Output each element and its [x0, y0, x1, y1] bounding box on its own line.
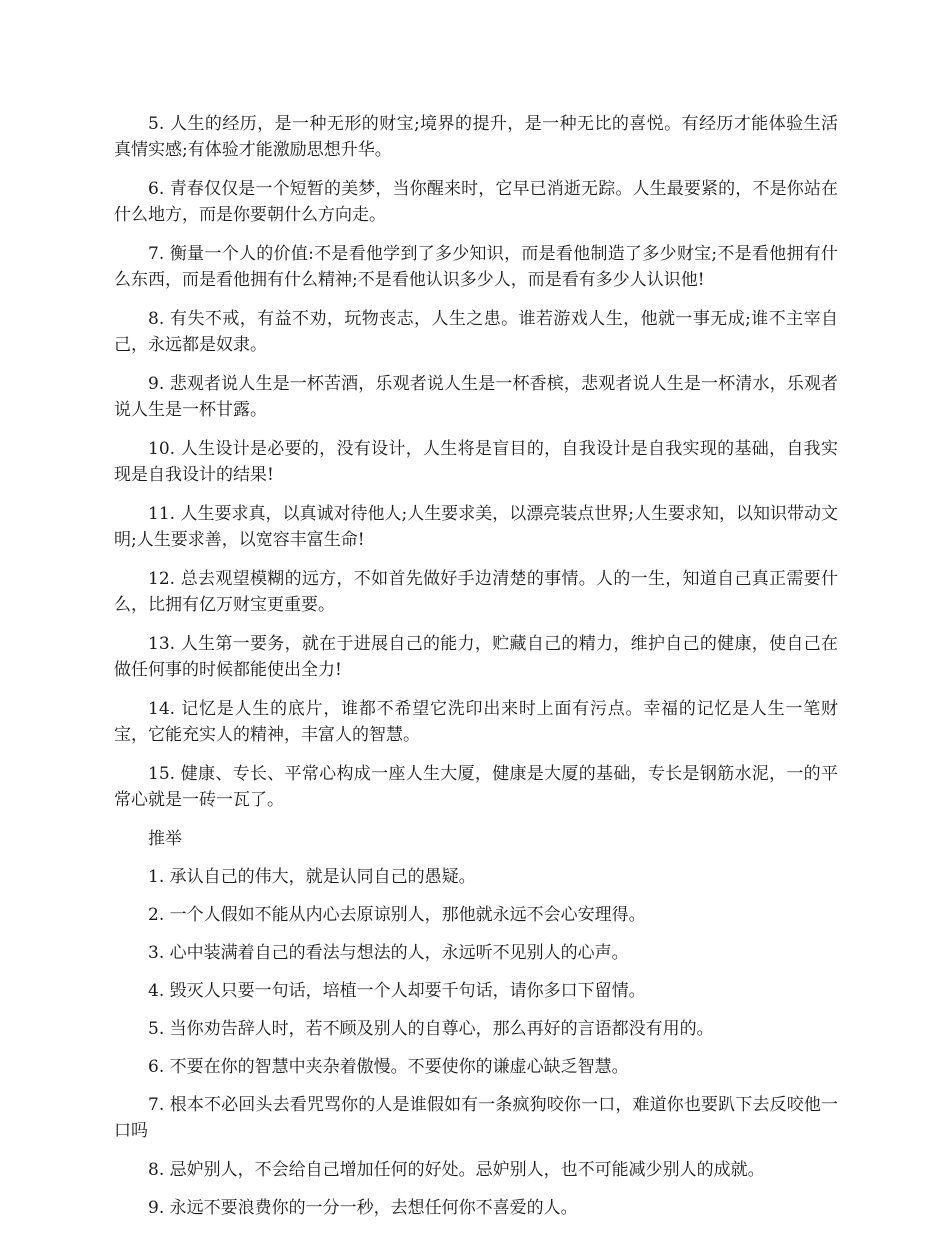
- list-item-1: 1. 承认自己的伟大，就是认同自己的愚疑。: [148, 867, 476, 887]
- paragraph-12: 12. 总去观望模糊的远方，不如首先做好手边清楚的事情。人的一生，知道自己真正需要什么，比拥有亿万财宝更重要。: [114, 569, 838, 615]
- paragraph-15: 15. 健康、专长、平常心构成一座人生大厦，健康是大厦的基础，专长是钢筋水泥，一的平常心就是一砖一瓦了。: [114, 764, 838, 810]
- document-body: [114, 111, 838, 1233]
- paragraph-11: 11. 人生要求真，以真诚对待他人;人生要求美，以漂亮装点世界;人生要求知，以知识带动文明;人生要求善，以宽容丰富生命!: [114, 504, 838, 550]
- list-item-3: 3. 心中装满着自己的看法与想法的人，永远听不见别人的心声。: [148, 943, 629, 963]
- list-item-2: 2. 一个人假如不能从内心去原谅别人，那他就永远不会心安理得。: [148, 905, 646, 925]
- paragraph-6: 6. 青春仅仅是一个短暂的美梦，当你醒来时，它早已消逝无踪。人生最要紧的，不是你站在什么地方，而是你要朝什么方向走。: [114, 179, 838, 225]
- list-item-9: 9. 永远不要浪费你的一分一秒，去想任何你不喜爱的人。: [148, 1198, 578, 1218]
- list-item-8: 8. 忌妒别人，不会给自己增加任何的好处。忌妒别人，也不可能减少别人的成就。: [148, 1160, 765, 1180]
- section-heading: 推举: [148, 829, 182, 849]
- paragraph-7: 7. 衡量一个人的价值:不是看他学到了多少知识，而是看他制造了多少财宝;不是看他拥有什么东西，而是看他拥有什么精神;不是看他认识多少人，而是看有多少人认识他!: [114, 244, 838, 290]
- list-item-4: 4. 毁灭人只要一句话，培植一个人却要千句话，请你多口下留情。: [148, 981, 646, 1001]
- paragraph-5: 5. 人生的经历，是一种无形的财宝;境界的提升，是一种无比的喜悦。有经历才能体验生活真情实感;有体验才能激励思想升华。: [114, 114, 838, 160]
- list-item-7: 7. 根本不必回头去看咒骂你的人是谁假如有一条疯狗咬你一口，难道你也要趴下去反咬他一口吗: [114, 1095, 838, 1141]
- paragraph-14: 14. 记忆是人生的底片，谁都不希望它洗印出来时上面有污点。幸福的记忆是人生一笔财宝，它能充实人的精神，丰富人的智慧。: [114, 699, 838, 745]
- paragraph-9: 9. 悲观者说人生是一杯苦酒，乐观者说人生是一杯香槟，悲观者说人生是一杯清水，乐观者说人生是一杯甘露。: [114, 374, 838, 420]
- list-item-5: 5. 当你劝告辞人时，若不顾及别人的自尊心，那么再好的言语都没有用的。: [148, 1019, 714, 1039]
- paragraph-10: 10. 人生设计是必要的，没有设计，人生将是盲目的，自我设计是自我实现的基础，自我实现是自我设计的结果!: [114, 439, 838, 485]
- list-item-6: 6. 不要在你的智慧中夹杂着傲慢。不要使你的谦虚心缺乏智慧。: [148, 1057, 629, 1077]
- paragraph-13: 13. 人生第一要务，就在于进展自己的能力，贮藏自己的精力，维护自己的健康，使自己在做任何事的时候都能使出全力!: [114, 634, 838, 680]
- paragraph-8: 8. 有失不戒，有益不劝，玩物丧志，人生之患。谁若游戏人生，他就一事无成;谁不主宰自己，永远都是奴隶。: [114, 309, 838, 355]
